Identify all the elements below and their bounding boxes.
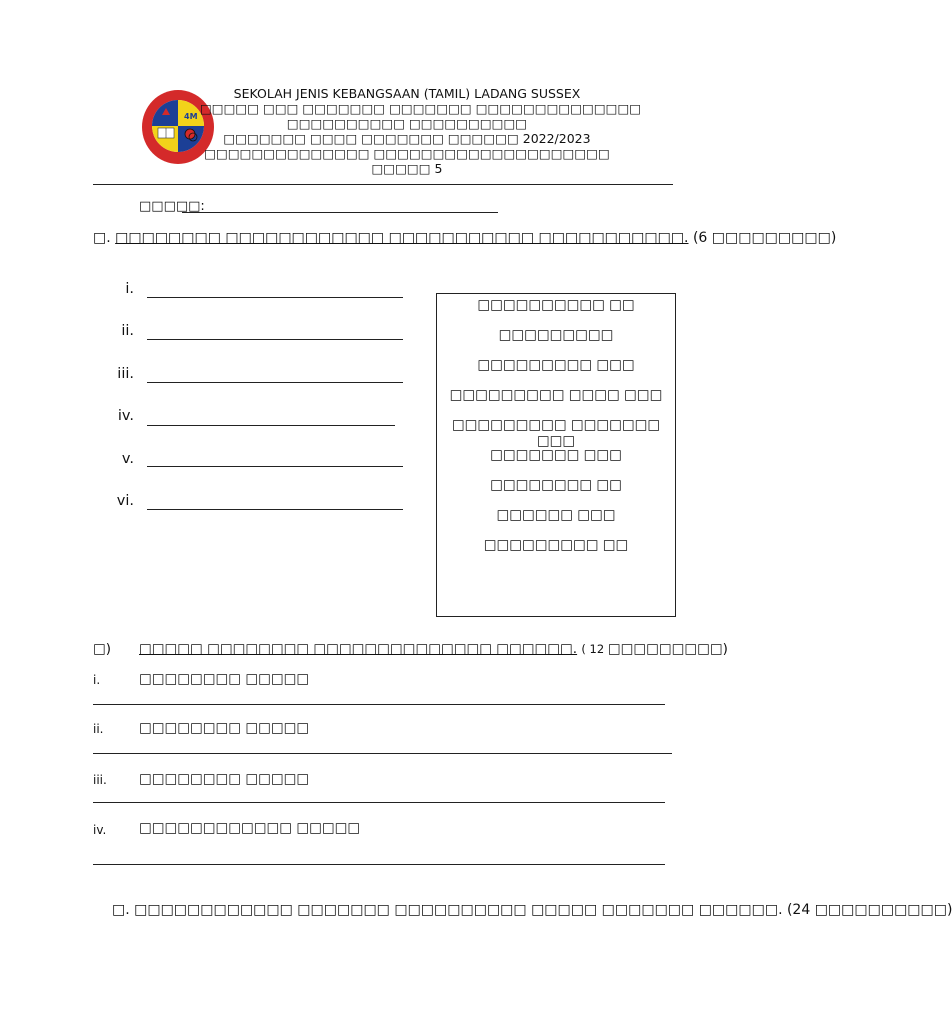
q2-numeral-4: iv. (93, 823, 107, 837)
word-box-item: □□□□□□□□□ □□ (483, 537, 629, 553)
header-line-2: □□□□□ □□□ □□□□□□□ □□□□□□□ □□□□□□□□□□□□□□ (200, 101, 642, 116)
q2-answer-line-3[interactable] (93, 802, 665, 803)
q2-heading (139, 641, 728, 657)
q2-marks-open: ( 12 (581, 642, 608, 656)
q3-heading: □. □□□□□□□□□□□□ □□□□□□□ □□□□□□□□□□ □□□□□ □□□□□□□ □□□□□□. (24 □□□□□□□□□□) (112, 902, 952, 918)
word-box-item: □□□□□□□□□ □□□□□□□ □□□ (451, 417, 661, 449)
word-box-item: □□□□□□□ □□□ (490, 447, 622, 463)
q1-numeral-2: ii. (121, 323, 134, 339)
name-field[interactable] (182, 212, 498, 213)
q1-numeral-4: iv. (117, 408, 134, 424)
header-line-3: □□□□□□□□□□ □□□□□□□□□□ (286, 116, 528, 131)
q2-answer-line-4[interactable] (93, 864, 665, 865)
q1-numeral-3: iii. (117, 366, 134, 382)
q1-answer-line-4[interactable] (147, 425, 395, 426)
header-divider (93, 184, 673, 185)
word-box-item: □□□□□□ □□□ (496, 507, 616, 523)
q2-item-label-1: □□□□□□□□ □□□□□ (139, 671, 310, 687)
q2-marks-rest: □□□□□□□□□) (607, 641, 728, 657)
word-box-item: □□□□□□□□□ □□□□ □□□ (449, 387, 663, 403)
q1-heading (93, 230, 836, 246)
header-line-4: □□□□□□□ □□□□ □□□□□□□ □□□□□□ 2022/2023 (223, 131, 591, 146)
q2-numeral-3: iii. (93, 773, 107, 787)
q1-marks: (6 □□□□□□□□□) (692, 230, 837, 246)
school-name: SEKOLAH JENIS KEBANGSAAN (TAMIL) LADANG SUSSEX (233, 86, 581, 101)
q1-instruction: □□□□□□□□ □□□□□□□□□□□□ □□□□□□□□□□□ □□□□□□□□□□□. (115, 230, 689, 246)
school-header (200, 86, 642, 176)
word-box-item: □□□□□□□□□□ □□ (477, 297, 635, 313)
q2-answer-line-2[interactable] (93, 753, 672, 754)
q2-numeral-2: ii. (93, 722, 104, 736)
q1-marker: □. (93, 230, 111, 246)
q1-numeral-6: vi. (116, 493, 134, 509)
q2-instruction: □□□□□ □□□□□□□□ □□□□□□□□□□□□□□ □□□□□□. (139, 641, 578, 657)
q1-numeral-5: v. (121, 451, 134, 467)
word-box-item: □□□□□□□□□ □□□ (477, 357, 635, 373)
q2-marker: □) (93, 641, 112, 657)
q2-item-label-3: □□□□□□□□ □□□□□ (139, 771, 310, 787)
q1-answer-line-2[interactable] (147, 339, 403, 340)
q1-answer-line-1[interactable] (147, 297, 403, 298)
header-line-5: □□□□□□□□□□□□□□ □□□□□□□□□□□□□□□□□□□□ (204, 146, 610, 161)
q2-numeral-1: i. (93, 673, 101, 687)
q2-item-label-2: □□□□□□□□ □□□□□ (139, 720, 310, 736)
q2-answer-line-1[interactable] (93, 704, 665, 705)
word-box-item: □□□□□□□□□ (498, 327, 614, 343)
q1-answer-line-3[interactable] (147, 382, 403, 383)
word-box-item: □□□□□□□□ □□ (490, 477, 622, 493)
q1-answer-line-5[interactable] (147, 466, 403, 467)
header-line-6: □□□□□ 5 (371, 161, 443, 176)
svg-text:4M: 4M (184, 112, 198, 121)
q1-answer-line-6[interactable] (147, 509, 403, 510)
q2-item-label-4: □□□□□□□□□□□□ □□□□□ (139, 820, 361, 836)
q1-numeral-1: i. (125, 281, 134, 297)
name-label: □□□□□: (139, 199, 205, 214)
